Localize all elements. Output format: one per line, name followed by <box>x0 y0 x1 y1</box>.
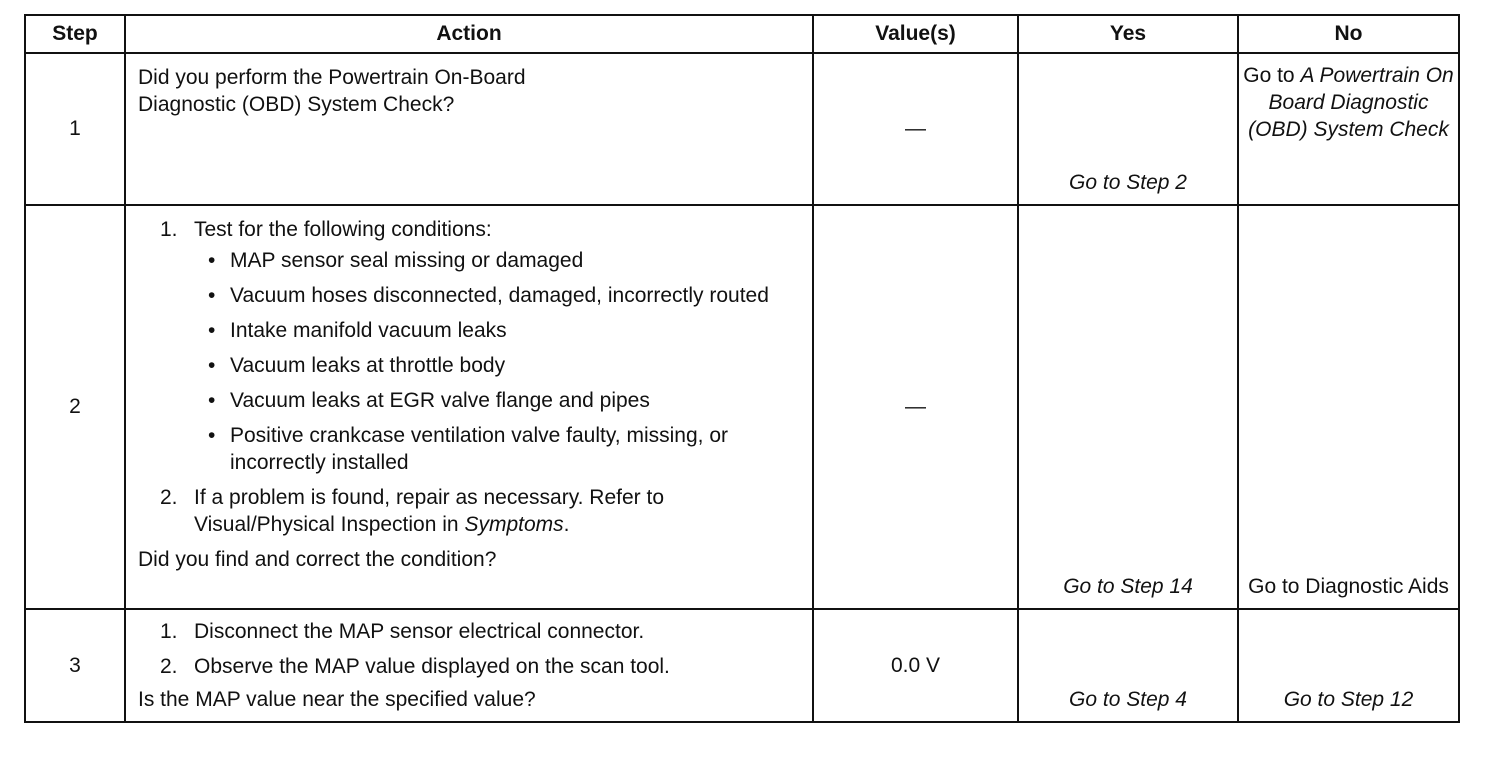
no-outcome-reference: A Powertrain On Board Diagnostic (OBD) System Check <box>1248 64 1454 141</box>
list-item: • Vacuum hoses disconnected, damaged, incorrectly routed <box>208 284 769 307</box>
step-number: 3 <box>25 609 125 722</box>
no-outcome: Go to Step 12 <box>1283 688 1414 711</box>
header-no: No <box>1238 15 1459 53</box>
header-step: Step <box>25 15 125 53</box>
action-step: 2. If a problem is found, repair as necessary. Refer to Visual/Physical Inspection in Symptoms. <box>160 486 664 536</box>
yes-outcome: Go to Step 14 <box>1063 575 1193 598</box>
value-text: 0.0 V <box>890 653 941 677</box>
step-index: 1. <box>160 620 178 643</box>
step-reference: Symptoms <box>464 513 564 536</box>
action-step <box>138 618 804 645</box>
step-text: Test for the following conditions: <box>194 218 492 241</box>
list-item: • MAP sensor seal missing or damaged <box>208 249 584 272</box>
table-row <box>25 609 1459 722</box>
header-yes: Yes <box>1018 15 1238 53</box>
step-text: Disconnect the MAP sensor electrical connector. <box>194 620 645 643</box>
action-steps <box>138 216 804 538</box>
action-step <box>138 653 804 680</box>
question-text: Did you perform the Powertrain On-Board <box>138 66 526 89</box>
list-item: • Intake manifold vacuum leaks <box>208 319 507 342</box>
yes-outcome: Go to Step 4 <box>1069 688 1187 711</box>
step-number: 1 <box>25 53 125 205</box>
value-cell <box>813 205 1018 609</box>
step-index: 2. <box>160 655 178 678</box>
action-cell <box>125 205 813 609</box>
step-index: 2. <box>160 486 178 509</box>
step-index: 1. <box>160 218 178 241</box>
question-text: Is the MAP value near the specified value? <box>138 688 536 711</box>
no-outcome: Go to Diagnostic Aids <box>1248 575 1449 598</box>
diagnostic-table <box>24 14 1460 723</box>
header-action: Action <box>125 15 813 53</box>
yes-cell <box>1018 205 1238 609</box>
header-row <box>25 15 1459 53</box>
action-cell <box>125 609 813 722</box>
value-cell <box>813 609 1018 722</box>
list-item: • Vacuum leaks at EGR valve flange and pipes <box>208 389 650 412</box>
value-text: — <box>905 395 926 418</box>
question-text: Did you find and correct the condition? <box>138 548 497 571</box>
step-text: Observe the MAP value displayed on the scan tool. <box>194 655 670 678</box>
table-row <box>25 53 1459 205</box>
action-step <box>138 216 804 476</box>
yes-cell <box>1018 609 1238 722</box>
condition-list <box>194 247 804 476</box>
header-values: Value(s) <box>813 15 1018 53</box>
question-text: Diagnostic (OBD) System Check? <box>138 93 455 116</box>
list-item: • Vacuum leaks at throttle body <box>208 354 506 377</box>
value-cell <box>813 53 1018 205</box>
step-text: If a problem is found, repair as necessary. Refer to Visual/Physical Inspection in <box>194 486 664 536</box>
list-item: • Positive crankcase ventilation valve faulty, missing, or incorrectly installed <box>208 424 728 474</box>
step-number: 2 <box>25 205 125 609</box>
value-text: — <box>905 117 926 140</box>
no-cell <box>1238 205 1459 609</box>
no-cell <box>1238 53 1459 205</box>
action-steps <box>138 618 804 680</box>
action-cell <box>125 53 813 205</box>
yes-outcome: Go to Step 2 <box>1069 171 1187 194</box>
yes-cell <box>1018 53 1238 205</box>
no-outcome-prefix: Go to <box>1243 64 1295 87</box>
no-cell <box>1238 609 1459 722</box>
table-row <box>25 205 1459 609</box>
